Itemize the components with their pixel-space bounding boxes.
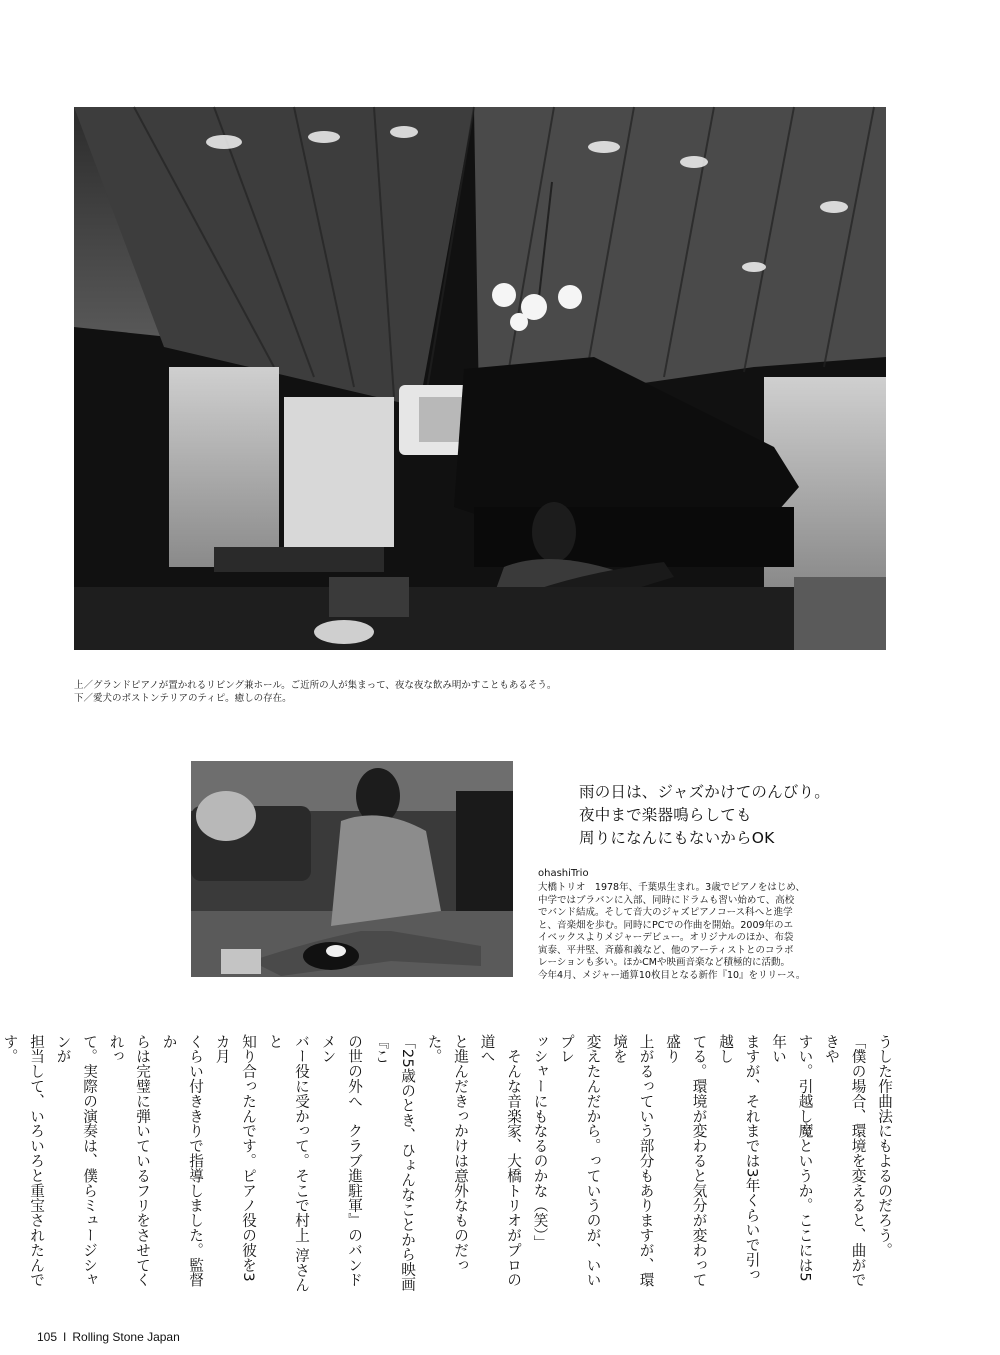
body-column: らは完璧に弾いているフリをさせてくれっ: [107, 1034, 151, 1288]
body-column: 「25歳のとき、ひょんなことから映画『こ: [372, 1034, 416, 1292]
dog-image: [191, 761, 513, 977]
photo-caption-top: 上／グランドピアノが置かれるリビング兼ホール。ご近所の人が集まって、夜な夜な飲み明かすこともあるそう。: [74, 680, 557, 691]
body-column: 変えたんだから。っていうのが、いいプレ: [558, 1034, 602, 1288]
profile-line: 今年4月、メジャー通算10枚目となる新作『10』をリリース。: [538, 969, 806, 981]
profile-line: と、音楽畑を歩む。同時にPCでの作曲を開始。2009年のエ: [538, 919, 794, 931]
body-column: ッシャーにもなるのかな（笑）」: [531, 1034, 549, 1251]
body-column: うした作曲法にもよるのだろう。: [876, 1034, 893, 1258]
footer-separator: I: [63, 1330, 67, 1344]
body-column: 知り合ったんです。ピアノ役の彼を3カ月: [213, 1034, 257, 1282]
page-number: 105: [37, 1330, 58, 1344]
body-column: すい。引越し魔というか。ここには5年い: [770, 1034, 814, 1282]
profile-line: でバンド結成。そして音大のジャズピアノコース科へと進学: [538, 907, 793, 918]
body-column: てる。環境が変わると気分が変わって盛り: [664, 1034, 708, 1288]
pull-quote-line-2: 夜中まで楽器鳴らしても: [579, 806, 752, 824]
profile-line: 中学ではブラバンに入部、同時にドラムも習い始めて、高校: [538, 894, 795, 906]
body-column: て。実際の演奏は、僕らミュージシャンが: [54, 1034, 98, 1288]
body-column: ますが、それまでは3年くらいで引っ越し: [717, 1034, 761, 1282]
page-footer: [37, 1330, 180, 1344]
body-column: バー役に受かって。そこで村上 淳さんと: [266, 1034, 310, 1293]
profile-line: 寅泰、平井堅、斉藤和義など、他のアーティストとのコラボ: [538, 944, 794, 956]
living-room-photo: [74, 107, 886, 650]
profile-name: ohashiTrio: [538, 868, 589, 879]
magazine-name: Rolling Stone Japan: [72, 1330, 180, 1344]
body-column: くらい付ききりで指導しました。監督か: [160, 1034, 204, 1288]
profile-line: イベックスよりメジャーデビュー。オリジナルのほか、布袋: [538, 932, 794, 943]
body-column: と進んだきっかけは意外なものだった。: [425, 1034, 469, 1273]
profile-line: 大橋トリオ 1978年、千葉県生まれ。3歳でピアノをはじめ、: [538, 882, 806, 893]
dog-photo: [191, 761, 513, 977]
body-column: 上がるっていう部分もありますが、環境を: [611, 1034, 655, 1288]
body-column: 担当して、いろいろと重宝されたんです。: [1, 1034, 45, 1288]
body-column: 「僕の場合、環境を変えると、曲ができや: [823, 1034, 867, 1288]
pull-quote-line-3: 周りになんにもないからOK: [579, 829, 775, 847]
profile-line: レーションも多い。ほかCMや映画音楽など積極的に活動。: [538, 957, 790, 968]
body-column: の世の外へ クラブ進駐軍』のバンドメン: [319, 1034, 363, 1288]
photo-caption-bottom: 下／愛犬のボストンテリアのティピ。癒しの存在。: [74, 693, 292, 704]
article-body: [1, 1034, 897, 1294]
body-column: そんな音楽家、大橋トリオがプロの道へ: [478, 1034, 522, 1288]
living-room-image: [74, 107, 886, 650]
pull-quote-line-1: 雨の日は、ジャズかけてのんびり。: [579, 783, 830, 801]
